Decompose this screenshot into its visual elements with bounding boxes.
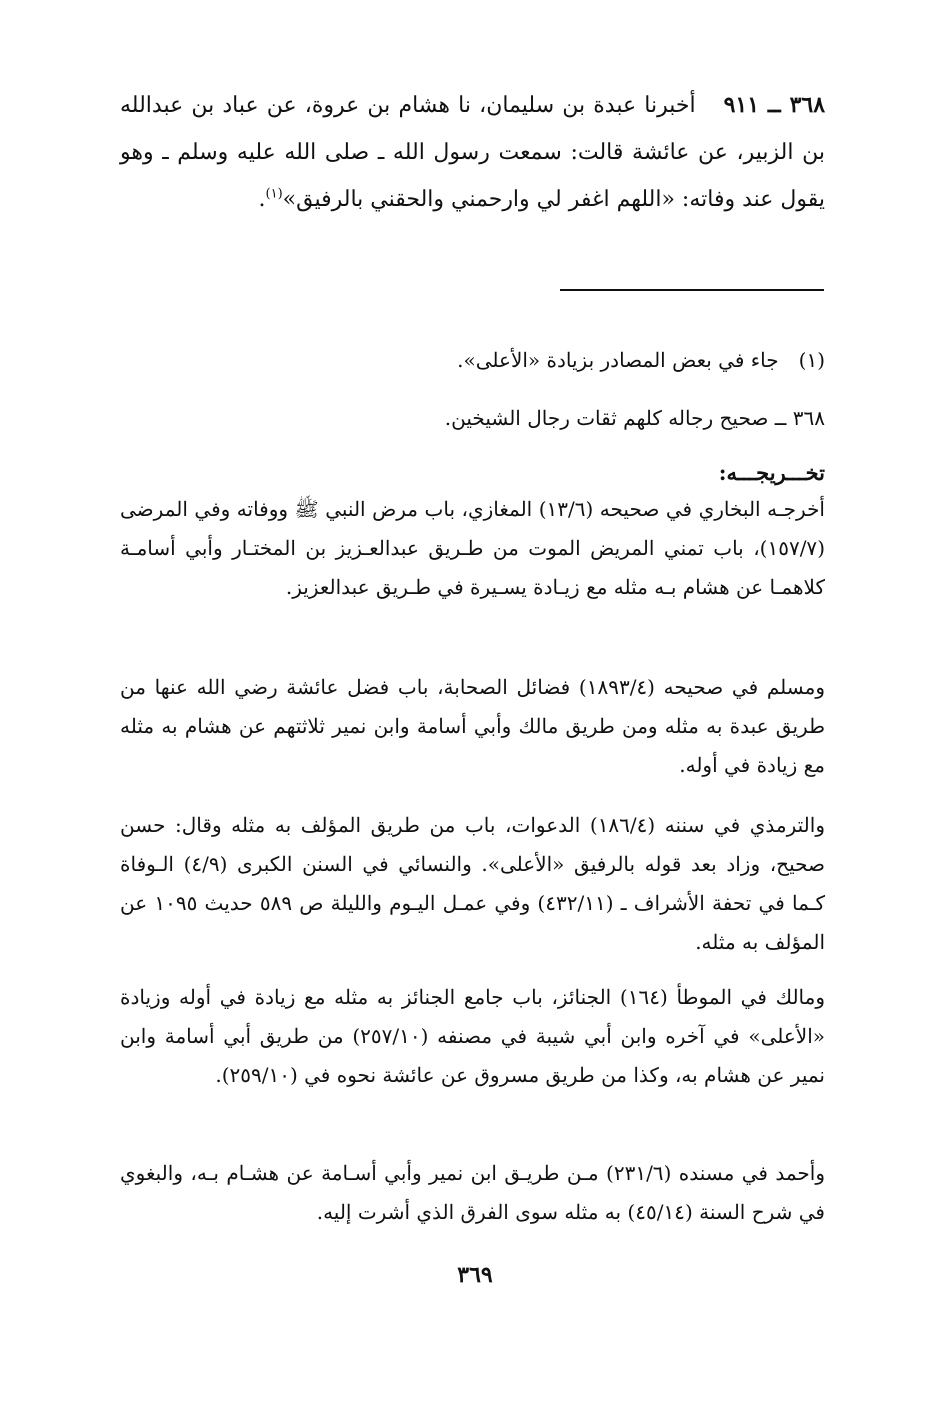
takhrij-paragraph: أخرجـه البخاري في صحيحه (١٣/٦) المغازي، باب مرض النبي ﷺ ووفاته وفي المرضى (١٥٧/٧)، باب تمني المريض الموت من طـريق عبدالعـزيز بن المختـار وأبي أسامـة كلاهمـا عن هشام بـه مثله مع زيـادة يسـيرة في طـريق عبدالعزيز. [120,497,825,599]
takhrij-paragraph: ومالك في الموطأ (١٦٤) الجنائز، باب جامع الجنائز به مثله مع زيادة في أوله وزيادة «الأعلى» في آخره وابن أبي شيبة في مصنفه (٢٥٧/١٠) من طريق أبي أسامة وابن نمير عن هشام به، وكذا من طريق مسروق عن عائشة نحوه في (٢٥٩/١٠). [120,985,826,1087]
footnote-divider [560,289,824,291]
takhrij-paragraph: ومسلم في صحيحه (١٨٩٣/٤) فضائل الصحابة، باب فضل عائشة رضي الله عنها من طريق عبدة به مثله ومن طريق مالك وأبي أسامة وابن نمير ثلاثتهم عن هشام به مثله مع زيادة في أوله. [120,675,825,777]
takhrij-heading: تخـــريجـــه: [718,460,825,485]
footnote-marker: (١) [798,348,825,372]
footnote [120,343,825,377]
hadith-number: ٣٦٨ ــ ٩١١ [723,92,826,118]
takhrij-paragraph: والترمذي في سننه (١٨٦/٤) الدعوات، باب من طريق المؤلف به مثله وقال: حسن صحيح، وزاد بعد قوله بالرفيق «الأعلى». والنسائي في السنن الكبرى (٤/٩) الـوفاة كـما في تحفة الأشراف ـ (٤٣٢/١١) وفي عمـل اليـوم والليلة ص ٥٨٩ حديث ١٠٩٥ عن المؤلف به مثله. [120,813,826,954]
grading-note: ٣٦٨ ــ صحيح رجاله كلهم ثقات رجال الشيخين. [444,406,825,430]
takhrij-paragraph: وأحمد في مسنده (٢٣١/٦) مـن طريـق ابن نمير وأبي أسـامة عن هشـام بـه، والبغوي في شرح السنة (٤٥/١٤) به مثله سوى الفرق الذي أشرت إليه. [120,1161,826,1224]
footnote-text: جاء في بعض المصادر بزيادة «الأعلى». [457,348,779,372]
page-number: ٣٦٩ [457,1262,493,1288]
footnote-reference: (١) [265,186,283,202]
hadith-text [120,82,825,223]
hadith-body: أخبرنا عبدة بن سليمان، نا هشام بن عروة، عن عباد بن عبدالله بن الزبير، عن عائشة قالت: سمعت رسول الله ـ صلى الله عليه وسلم ـ وهو يقول عند وفاته: «اللهم اغفر لي وارحمني والحقني بالرفيق» [120,93,825,212]
hadith-end: . [258,187,266,212]
